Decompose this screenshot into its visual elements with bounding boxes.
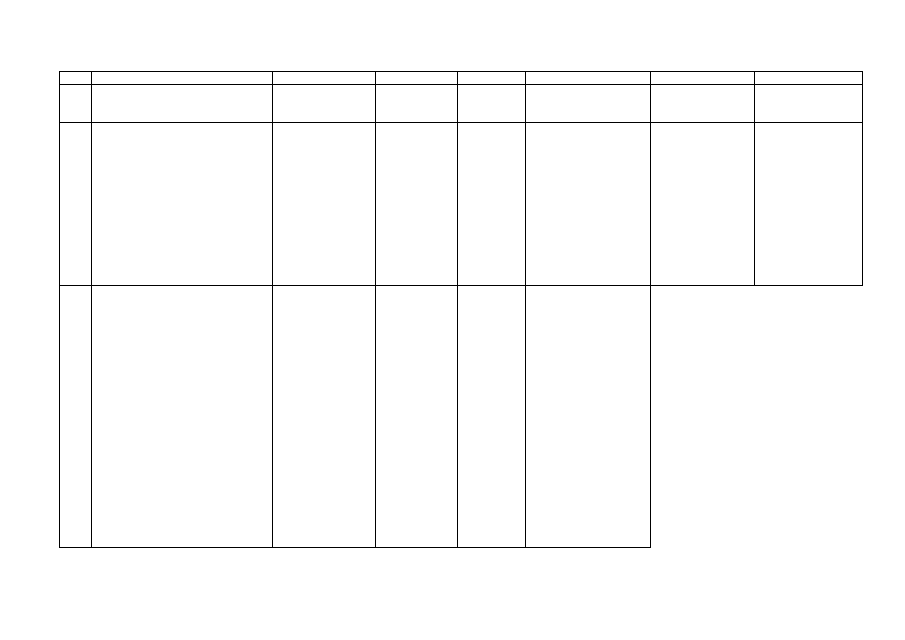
end-year-cell <box>458 286 526 548</box>
consequence-cell <box>651 123 755 286</box>
header-cell-4 <box>376 72 458 85</box>
executor-cell <box>273 85 376 123</box>
end-year-cell <box>458 85 526 123</box>
table-row <box>60 286 863 548</box>
start-year-cell <box>376 123 458 286</box>
expected-result-cell <box>526 123 651 286</box>
expected-result-cell <box>526 286 651 548</box>
measure-name-cell <box>92 123 273 286</box>
header-cell-2 <box>92 72 273 85</box>
indicator-link-cell <box>755 85 863 123</box>
header-cell-3 <box>273 72 376 85</box>
measure-name-cell <box>92 85 273 123</box>
header-cell-6 <box>526 72 651 85</box>
indicator-link-cell <box>755 123 863 286</box>
header-cell-7 <box>651 72 755 85</box>
table-row <box>60 123 863 286</box>
header-cell-5 <box>458 72 526 85</box>
end-year-cell <box>458 123 526 286</box>
header-cell-8 <box>755 72 863 85</box>
executor-cell <box>273 123 376 286</box>
start-year-cell <box>376 286 458 548</box>
executor-cell <box>273 286 376 548</box>
expected-result-cell <box>526 85 651 123</box>
row-number-cell <box>60 123 92 286</box>
row-number-cell <box>60 286 92 548</box>
consequence-cell <box>651 85 755 123</box>
start-year-cell <box>376 85 458 123</box>
row-number-cell <box>60 85 92 123</box>
header-cell-1 <box>60 72 92 85</box>
table-header-row <box>60 72 863 85</box>
measure-name-cell <box>92 286 273 548</box>
measures-table <box>59 71 863 548</box>
table-row <box>60 85 863 123</box>
